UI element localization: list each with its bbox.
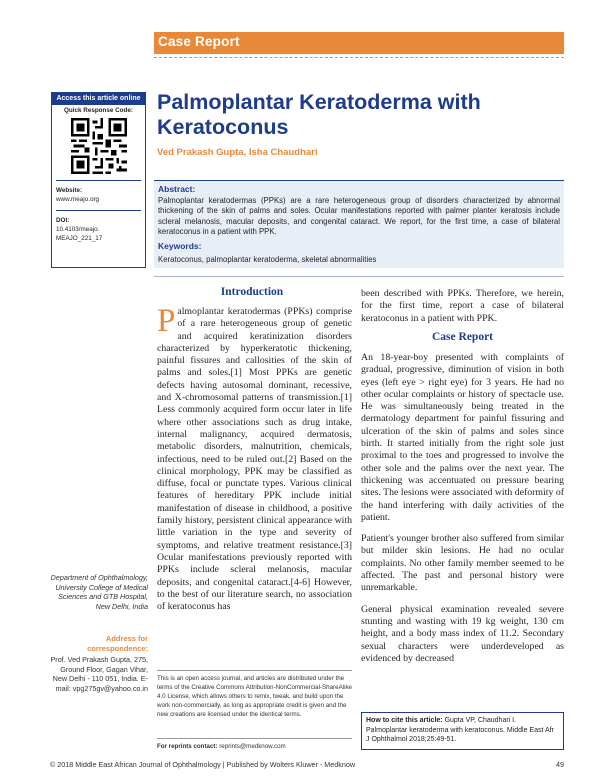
case-paragraph-1: An 18-year-boy presented with complaints of gradual, progressive, diminution of vision in both eyes (left eye > right eye) for 3 years. He had no other ocular complaints or history of spectacle use. He was simultaneously being treated in the dermatology department for painful fissuring and ulceration of the skin of palms and soles since birth. It started initially from the right sole just proximal to the toes and progressed to involve the other sole and the palms over the next year. The thickening was accentuated on pressure bearing sites. The lesions were associated with deformity of the hand interfering with daily activities of the patient. xyxy=(361,352,564,523)
access-heading: Access this article online xyxy=(52,93,145,105)
banner-divider xyxy=(154,57,564,58)
access-article-panel xyxy=(51,92,146,268)
reprints-contact xyxy=(157,738,352,750)
citation-box xyxy=(361,712,564,750)
case-report-body xyxy=(361,352,564,674)
page-number: 49 xyxy=(556,760,564,769)
qr-label: Quick Response Code: xyxy=(64,107,133,114)
keywords-heading: Keywords: xyxy=(158,241,202,251)
license-divider xyxy=(157,670,352,671)
keywords-text: Keratoconus, palmoplantar keratoderma, skeletal abnormalities xyxy=(158,255,377,264)
citation-text: Gupta VP, Chaudhari I. Palmoplantar keratoderma with keratoconus. Middle East Afr J Ophthalmol 2018;25:49-51. xyxy=(366,717,554,743)
website-link[interactable]: www.meajo.org xyxy=(56,196,100,203)
doi-value-2[interactable]: MEAJO_221_17 xyxy=(56,235,103,242)
abstract-text: Palmoplantar keratodermas (PPKs) are a rare heterogeneous group of disorders characterized by abnormal thickening of the skin of palms and soles. Ocular manifestations reported with palmer planter keratosis include scleral melanosis, macular deposits, and congenital cataract. We report, for the first time, a case of bilateral keratoconus in a patient with PPK. xyxy=(158,196,560,236)
reprints-email[interactable]: reprints@medknow.com xyxy=(219,743,286,750)
article-type-banner xyxy=(154,32,564,54)
introduction-body xyxy=(157,303,352,613)
affiliation: Department of Ophthalmology, University College of Medical Sciences and GTB Hospital, New Delhi, India xyxy=(50,573,148,611)
drop-cap: P xyxy=(157,303,176,339)
qr-code-icon[interactable] xyxy=(71,118,127,174)
abstract-heading: Abstract: xyxy=(158,184,196,194)
access-divider xyxy=(56,180,141,181)
reprints-label: For reprints contact: xyxy=(157,743,218,750)
article-type-label: Case Report xyxy=(158,34,240,49)
page-footer xyxy=(50,760,564,769)
website-label: Website: xyxy=(56,187,83,194)
footer-text: © 2018 Middle East African Journal of Ophthalmology | Published by Wolters Kluwer - Medknow xyxy=(50,760,356,769)
right-column-body xyxy=(361,288,564,334)
introduction-paragraph: almoplantar keratodermas (PPKs) comprise of a rare heterogeneous group of genetic and acquired keratinization disorders characterized by hyperkeratotic thickening, painful fissures and callosities of the skin of palms and soles.[1] Most PPKs are genetic defects having autosomal dominant, recessive, and X-chromosomal patterns of transmission.[1] Less commonly acquired form occur later in life where other associations such as drug intake, internal malignancy, acquired dermatosis, metabolic disorders, malnutrition, chemicals, infectious, need to be ruled out.[2] Based on the clinical morphology, PPK may be classified as diffuse, focal or punctate types. Various clinical features of hereditary PPK include initial manifestation of disease in childhood, a positive family history, persistent clinical appearance with little variation in the type and severity of symptoms, and relative treatment resistance.[3] Ocular manifestations previously reported with PPKs include scleral melanosis, macular deposits, and congenital cataract.[4-6] However, to the best of our literature search, no association of keratoconus has xyxy=(157,306,352,613)
doi-value-1[interactable]: 10.4103/meajo. xyxy=(56,226,100,233)
introduction-heading: Introduction xyxy=(220,286,284,298)
citation-label: How to cite this article: xyxy=(366,717,443,724)
access-divider-2 xyxy=(56,210,141,211)
article-title: Palmoplantar Keratoderma with Keratoconus xyxy=(157,90,481,139)
correspondence-text: Prof. Ved Prakash Gupta, 275, Ground Floor, Gagan Vihar, New Delhi - 110 051, India. E-mail: vpg275gv@yahoo.co.in xyxy=(50,655,148,693)
abstract-divider xyxy=(154,276,564,277)
doi-label: DOI: xyxy=(56,217,70,224)
article-authors: Ved Prakash Gupta, Isha Chaudhari xyxy=(157,147,318,158)
abstract-box xyxy=(154,180,564,268)
license-text: This is an open access journal, and articles are distributed under the terms of the Creative Commons Attribution-NonCommercial-ShareAlike 4.0 License, which allows others to remix, tweak, and build upon the work non-commercially, as long as appropriate credit is given and the new creations are licensed under the identical terms. xyxy=(157,675,352,718)
correspondence-heading: Address for correspondence: xyxy=(87,634,148,653)
case-paragraph-3: General physical examination revealed severe stunting and wasting with 19 kg weight, 130 cm height, and a body mass index of 11.2. Secondary sexual characters were underdeveloped as evidenced by decreased xyxy=(361,603,564,664)
case-report-heading: Case Report xyxy=(432,331,493,343)
case-paragraph-2: Patient's younger brother also suffered from similar but milder skin lesions. He had no ocular complaints. No other family member seemed to be affected. The past and personal history were unremarkable. xyxy=(361,533,564,594)
continued-paragraph: been described with PPKs. Therefore, we herein, for the first time, report a case of bilateral keratoconus in a patient with PPK. xyxy=(361,288,564,324)
